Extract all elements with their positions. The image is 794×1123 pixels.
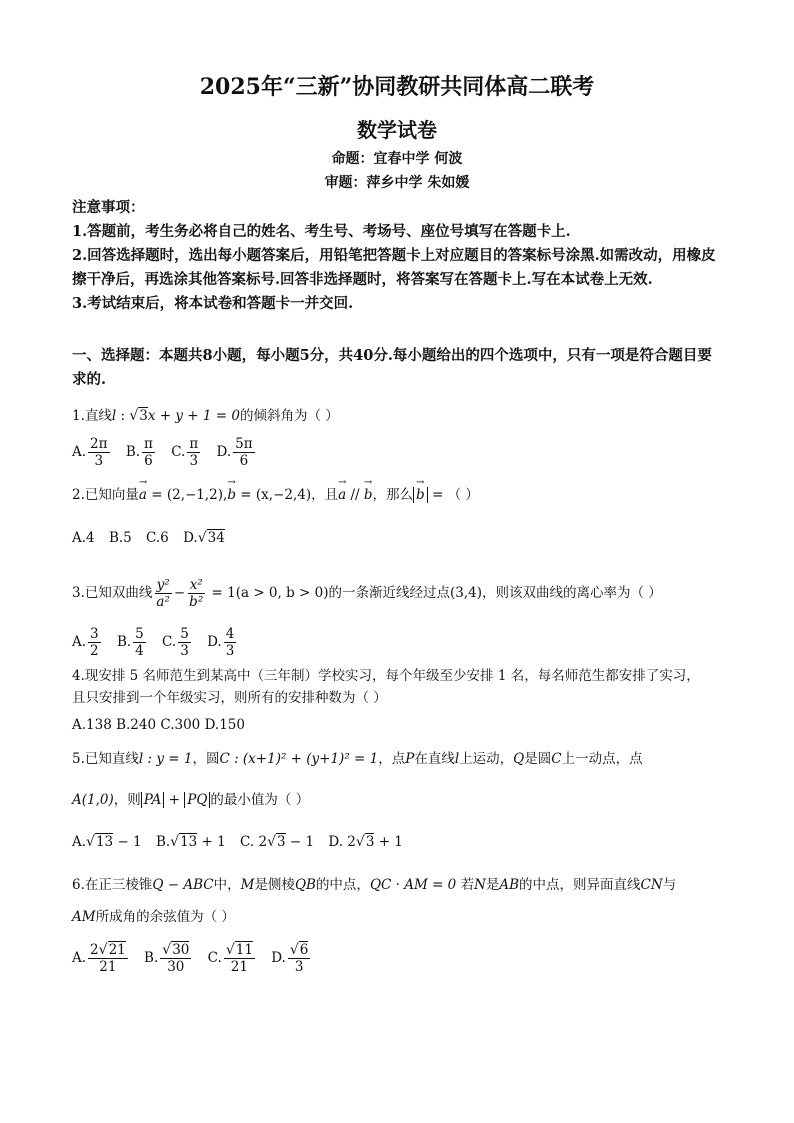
abs-pq: PQ [184, 792, 210, 808]
vector-b: → b [416, 484, 425, 506]
abs-b [413, 487, 428, 503]
denominator: 3 [225, 643, 235, 659]
q6-var: AB [499, 877, 520, 893]
author-line: 命题：宜春中学 何波 [331, 151, 463, 167]
q5-var: P [405, 751, 415, 767]
denominator: 6 [239, 453, 249, 469]
denominator: 4 [135, 643, 144, 659]
q2-val-b: = (x,−2,4) [236, 487, 312, 503]
option-label: A. [72, 950, 87, 966]
question-5-line2 [72, 789, 732, 811]
question-6 [72, 874, 732, 896]
option-label: B. [155, 834, 171, 850]
q6-var: AM [72, 909, 96, 925]
vector-b: → b [364, 484, 373, 506]
fraction [224, 942, 255, 975]
q2-options [72, 530, 235, 546]
question-5 [72, 748, 732, 770]
q1-equation: x + y + 1 = 0 [147, 408, 240, 424]
q5-circle-eq: C : (x+1)² + (y+1)² = 1 [219, 751, 379, 767]
option-tail: − 1 [285, 834, 315, 850]
q1-prefix: 1.直线 [72, 408, 112, 424]
q5-point-a: A(1,0) [72, 792, 114, 808]
denominator: 3 [94, 453, 104, 469]
sqrt-value: 21 [108, 942, 126, 958]
numerator [224, 942, 255, 959]
q6-var: N [474, 877, 486, 893]
q5-options [72, 834, 413, 850]
sqrt-sign: √ [86, 834, 95, 850]
q3-cond: = 1(a > 0, b > 0) [207, 585, 329, 601]
denominator: b² [189, 594, 204, 610]
fraction [187, 436, 200, 469]
notes-heading: 注意事项： [72, 199, 145, 216]
question-6-line2 [72, 906, 732, 928]
q1-option-d[interactable] [216, 436, 257, 469]
q1-option-b[interactable] [125, 436, 157, 469]
q2-text: 2.已知向量 [72, 487, 139, 503]
q6-option-b[interactable] [144, 942, 193, 975]
q3-options [72, 626, 248, 659]
option-tail: + 1 [197, 834, 226, 850]
q3-option-b[interactable] [116, 626, 148, 659]
q3-suffix: ，则该双曲线的离心率为（ ） [482, 585, 662, 601]
fraction [187, 577, 205, 610]
option-label: B. [125, 444, 141, 460]
q5-text: + [164, 792, 185, 808]
note-item: 2.回答选择题时，选出每小题答案后，用铅笔把答题卡上对应题目的答案标号涂黑.如需改动，用橡皮擦干净后，再选涂其他答案标号.回答非选择题时，将答案写在答题卡上.写在本试卷上无效. [72, 247, 716, 288]
q5-text: ，圆 [192, 751, 220, 767]
q3-prefix: 3.已知双曲线 [72, 585, 153, 601]
q5-text: ，则 [113, 792, 141, 808]
denominator: 3 [180, 643, 189, 659]
sqrt-value: 13 [95, 834, 114, 850]
q6-option-d[interactable] [271, 942, 312, 975]
sqrt-sign: √ [355, 834, 365, 850]
sqrt-sign: √ [162, 942, 172, 958]
notes-block [72, 196, 722, 316]
q5-line-eq: l : y = 1 [138, 751, 193, 767]
q2-option-a[interactable]: A.4 [72, 530, 95, 546]
q1-sqrt: 3 [139, 408, 148, 424]
fraction [133, 626, 146, 659]
option-tail: − 1 [113, 834, 142, 850]
sqrt-sign: √ [98, 942, 108, 958]
q6-var: CN [640, 877, 663, 893]
question-2 [72, 484, 732, 506]
option-label: C. [171, 444, 186, 460]
q2-option-c[interactable]: C.6 [146, 530, 169, 546]
denominator: 30 [167, 959, 185, 975]
q6-text: 的中点， [315, 877, 370, 893]
fraction [288, 942, 311, 975]
numerator [88, 942, 128, 959]
note-item: 3.考试结束后，将本试卷和答题卡一并交回. [72, 295, 354, 312]
q3-option-c[interactable] [162, 626, 193, 659]
sqrt-value: 13 [180, 834, 198, 850]
q6-var: QB [294, 877, 316, 893]
fraction [160, 942, 191, 975]
q5-var: Q [513, 751, 525, 767]
numerator: y² [156, 577, 170, 593]
q1-options [72, 436, 267, 469]
parallel-sign: // [346, 487, 364, 503]
q5-var: l [454, 751, 460, 767]
vector-a: → a [139, 484, 147, 506]
option-label: B. [144, 950, 159, 966]
sqrt-sign: √ [289, 942, 299, 958]
q6-text: 若 [460, 877, 475, 893]
q2-text: = （ ） [427, 487, 479, 503]
option-label: D. [183, 530, 198, 546]
q6-options [72, 942, 322, 975]
fraction [224, 626, 237, 659]
denominator: 21 [99, 959, 117, 975]
q5-option-a[interactable] [72, 834, 142, 850]
q1-colon: : [116, 408, 130, 424]
q5-text: 在直线 [414, 751, 455, 767]
denominator: 6 [144, 453, 153, 469]
q5-text: 上运动， [459, 751, 514, 767]
sqrt-sign: √ [267, 834, 276, 850]
numerator: 5π [235, 436, 253, 452]
q2-text: ，那么 [372, 487, 414, 503]
q3-option-a[interactable] [72, 626, 103, 659]
sqrt-value: 6 [299, 942, 309, 958]
fraction [88, 626, 101, 659]
vector-a: → a [338, 484, 346, 506]
q6-option-a[interactable] [72, 942, 130, 975]
numerator: π [189, 436, 199, 452]
sqrt-sign: √ [197, 530, 207, 546]
sqrt-value: 3 [365, 834, 375, 850]
numerator [288, 942, 311, 959]
option-label: A. [72, 834, 87, 850]
q1-suffix: 的倾斜角为（ ） [239, 408, 339, 424]
denominator: 3 [189, 453, 199, 469]
q6-text: 6.在正三棱锥 [72, 877, 153, 893]
numerator [160, 942, 191, 959]
sqrt-value: 11 [235, 942, 253, 958]
q6-text: 是 [485, 877, 500, 893]
question-3: 3.已知双曲线 $\frac{\text{y²}}{\text{a²}}$ − $\frac{\text{x²}}{\text{b²}}$ = 1(a > 0, b > 0)的一条渐近线经过点(3,4)，则该双曲线的离心率为（ ） [72, 577, 662, 610]
q5-text: 5.已知直线 [72, 751, 139, 767]
question-1 [72, 405, 732, 427]
denominator: 2 [90, 643, 99, 659]
fraction [88, 942, 128, 975]
q6-option-c[interactable] [207, 942, 257, 975]
sqrt-value: 30 [172, 942, 190, 958]
option-label: D. [207, 634, 222, 650]
numerator: 4 [225, 626, 235, 642]
sqrt-sign: √ [225, 942, 235, 958]
q6-dot-product: QC · AM = 0 [369, 877, 457, 893]
q3-mid: 的一条渐近线经过点 [328, 585, 450, 601]
q5-text: 上一动点，点 [561, 751, 643, 767]
coef: 2 [90, 942, 99, 958]
sqrt-sign: √ [129, 408, 139, 424]
option-label: D. [216, 444, 232, 460]
fraction [142, 436, 155, 469]
q3-option-d[interactable] [207, 626, 238, 659]
option-label: C. 2 [240, 834, 268, 850]
option-label: C. [207, 950, 222, 966]
abs-pa: PA [141, 792, 165, 808]
q4-line: 4.现安排 5 名师范生到某高中（三年制）学校实习，每个年级至少安排 1 名，每名师范生都安排了实习， [72, 668, 700, 684]
option-label: B. [116, 634, 132, 650]
numerator: 2π [90, 436, 108, 452]
q6-text: 是侧棱 [254, 877, 295, 893]
q6-text: 与 [662, 877, 677, 893]
reviewer-line: 审题：萍乡中学 朱如媛 [324, 175, 470, 191]
sqrt-sign: √ [170, 834, 180, 850]
q6-text: 的中点，则异面直线 [519, 877, 641, 893]
sqrt-value: 34 [207, 530, 225, 546]
numerator: π [144, 436, 153, 452]
denominator: 3 [294, 959, 304, 975]
option-label: D. 2 [328, 834, 356, 850]
q5-text: 的最小值为（ ） [210, 792, 310, 808]
sqrt-value: 3 [277, 834, 286, 850]
option-label: D. [271, 950, 286, 966]
denominator: a² [156, 594, 170, 610]
q3-point: (3,4) [450, 585, 483, 601]
question-4 [72, 665, 732, 709]
option-label: A. [72, 634, 87, 650]
q6-var: M [240, 877, 255, 893]
q5-text: ，点 [378, 751, 406, 767]
fraction [233, 436, 254, 469]
numerator: 5 [135, 626, 144, 642]
numerator: 5 [180, 626, 189, 642]
note-item: 1.答题前，考生务必将自己的姓名、考生号、考场号、座位号填写在答题卡上. [72, 223, 571, 240]
q5-option-c[interactable] [240, 834, 314, 850]
q6-text: 所成角的余弦值为（ ） [95, 909, 235, 925]
q2-text: ，且 [311, 487, 339, 503]
exam-subtitle: 数学试卷 [357, 118, 437, 142]
fraction [154, 577, 171, 610]
q2-option-b[interactable]: B.5 [108, 530, 132, 546]
option-label: A. [72, 444, 87, 460]
q6-var: Q − ABC [152, 877, 214, 893]
exam-title: 2025年“三新”协同教研共同体高二联考 [199, 74, 595, 100]
q6-text: 中， [213, 877, 241, 893]
q2-option-d[interactable] [183, 530, 225, 546]
numerator: 3 [90, 626, 99, 642]
q4-options[interactable]: A.138 B.240 C.300 D.150 [72, 717, 245, 733]
q5-option-b[interactable] [156, 834, 226, 850]
q2-val-a: = (2,−1,2), [146, 487, 228, 503]
q1-option-a[interactable] [72, 436, 112, 469]
denominator: 21 [230, 959, 248, 975]
option-tail: + 1 [374, 834, 403, 850]
q1-option-c[interactable] [171, 436, 202, 469]
fraction [178, 626, 191, 659]
q4-line: 且只安排到一个年级实习，则所有的安排种数为（ ） [72, 690, 387, 706]
option-label: C. [162, 634, 177, 650]
fraction [88, 436, 109, 469]
q5-option-d[interactable] [328, 834, 403, 850]
q5-var: C [551, 751, 562, 767]
vector-b: → b [227, 484, 236, 506]
section-heading: 一、选择题：本题共8小题，每小题5分，共40分.每小题给出的四个选项中，只有一项是符合题目要求的. [72, 347, 712, 388]
q5-text: 是圆 [524, 751, 552, 767]
numerator: x² [189, 577, 203, 593]
q1-line-var: l [111, 408, 117, 424]
